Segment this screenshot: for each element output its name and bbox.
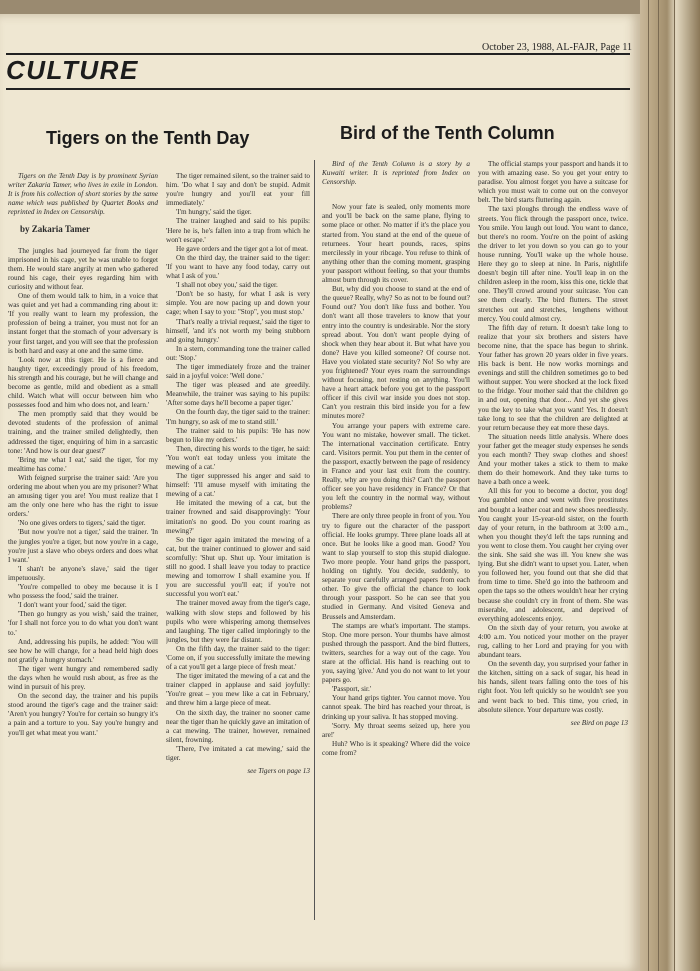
paragraph: 'Passport, sir.'	[332, 685, 372, 694]
paragraph: There are only three people in front of you. You try to figure out the character of the passport official. He looks grumpy. Three plane loads all at once. But he looks like a good man. Good? You want to slap yourself to stop this stupid dialogue. Two more people. Your hand grips the passport, holding on tightly. You decide, suddenly, to separate your carefully arranged papers from each other. To give the official the chance to look through your passport. So he can see that you studied in Germany. And visited Geneva and Brussels and Amsterdam.	[322, 512, 470, 621]
paragraph: On the sixth day, the trainer no sooner came near the tiger than he quickly gave an imitation of a cat mewing. The trainer, however, remained silent, frowning.	[166, 708, 310, 744]
paragraph: 'Bring me what I eat,' said the tiger, 'for my mealtime has come.'	[8, 455, 158, 473]
paragraph: With feigned surprise the trainer said: 'Are you ordering me about when you are my prisoner? What an amusing tiger you are! You must realize that I am the only one here who has the right to issue orders.'	[8, 473, 158, 519]
paragraph: The tiger remained silent, so the trainer said to him. 'Do what I say and don't be stupid. Admit you're hungry and you'll eat your fill immediately.'	[166, 172, 310, 208]
paragraph: On the sixth day of your return, you awoke at 4:00 a.m. You noticed your mother on the prayer rug, calling to her Lord and praying for you with abundant tears.	[478, 623, 628, 660]
paragraph: On the second day, the trainer and his pupils stood around the tiger's cage and the trainer said: 'Aren't you hungry? You're for certain so hungry it's a pain and a torture to you. Say you're hungry and you'll get what meat you want.'	[8, 692, 158, 737]
story2-headline: Bird of the Tenth Column	[340, 123, 555, 143]
paragraph: 'There, I've imitated a cat mewing,' said the tiger.	[166, 744, 310, 762]
paragraph: The tiger was pleased and ate greedily. Meanwhile, the trainer was saying to his pupils: 'After some days he'll become a paper tiger.'	[166, 381, 310, 408]
story2-column-1-body	[322, 203, 470, 758]
story1-column-1	[8, 172, 158, 932]
paragraph: 'I'm hungry,' said the tiger.	[176, 208, 252, 217]
paragraph: But, why did you choose to stand at the end of the queue? Really, why? So as not to be found out? Found out? You don't like fuss and bother. You don't want all those travelers to know that your entry into the country is undesirable. Nor the story spread about. You don't want people dying of shock when they hear about it. But what have you done? Have you killed someone? Of course not. Have you violated state security? No! So why are you frightened? Your eyes roam the surroundings without focusing, not resting on anything. You'll have a heart attack before you get to the passport officer if this civil war inside you does not stop. Can't you restrain this bird inside you for a few minutes more?	[322, 285, 470, 421]
binding-edge	[0, 0, 640, 14]
paragraph: The tiger went hungry and remembered sadly the days when he would rush about, as free as the wind in pursuit of his prey.	[8, 664, 158, 692]
paragraph: 'Look now at this tiger. He is a fierce and haughty tiger, exceedingly proud of his freedom, his strength and his courage, but he will change and become as gentle, mild and obedient as a small child. Watch what will occur between him who possesses food and him who does not, and learn.'	[8, 355, 158, 410]
paragraph: The trainer laughed and said to his pupils: 'Here he is, he's fallen into a trap from which he won't escape.'	[166, 217, 310, 244]
paragraph: 'Don't be so hasty, for what I ask is very simple. You are now pacing up and down your cage; when I say to you: "Stop", you must stop.'	[166, 290, 310, 317]
paragraph: 'I don't want your food,' said the tiger.	[18, 601, 127, 610]
story1-column-1-body	[8, 247, 158, 738]
paragraph: Then, directing his words to the tiger, he said: 'You won't eat today unless you imitate the mewing of a cat.'	[166, 444, 310, 471]
column-divider	[314, 160, 315, 920]
paragraph: You arrange your papers with extreme care. You want no mistake, however small. The ticket. The international vaccination certificate. Entry card. Visitors permit. You put them in the center of the passport, exactly between the page of residency in France and your last exit from the country. Really, why are you doing this? Can't the passport officer see you have residency in France? Or that you left the country in the normal way, without problems?	[322, 421, 470, 512]
story1-intro: Tigers on the Tenth Day is by prominent Syrian writer Zakaria Tamer, who lives in exile in London. It is from his collection of short stories by the same name which was published by Quartet Books and reprinted in Index on Censorship.	[8, 172, 158, 217]
story2-column-2	[478, 160, 628, 930]
book-spine	[640, 0, 700, 971]
paragraph: Now your fate is sealed, only moments more and you'll be back on the same plane, flying to some place or other. No matter if it's the place you started from. You stand at the end of the queue of returnees. Your heart pounds, races, spins mercilessly in your ribcage. You refuse to think of anything other than the coming moment, grasping your passport without feeling, so that your thumbs almost burn through its cover.	[322, 203, 470, 285]
paragraph: On the fourth day, the tiger said to the trainer: 'I'm hungry, so ask of me to stand still.'	[166, 408, 310, 426]
paragraph: One of them would talk to him, in a voice that was quiet and yet had a commanding ring about it: 'If you really want to learn my profession, the profession of being a trainer, you must not for an instant forget that the stomach of your adversary is your first target, and you will see that the profession is both hard and easy at one and the same time.	[8, 292, 158, 355]
paragraph: The men promptly said that they would be devoted students of the profession of animal training, and the trainer smiled delightedly, then addressed the tiger, enquiring of him in a sarcastic tone: 'And how is our dear guest?'	[8, 410, 158, 455]
paragraph: On the fifth day, the trainer said to the tiger: 'Come on, if you successfully imitate the mewing of a cat you'll get a large piece of fresh meat.'	[166, 644, 310, 672]
paragraph: On the third day, the trainer said to the tiger: 'If you want to have any food today, carry out what I ask of you.'	[166, 253, 310, 281]
story2-column-2-body	[478, 160, 628, 715]
story2-column-1	[322, 160, 470, 930]
paragraph: So the tiger again imitated the mewing of a cat, but the trainer continued to glower and said scornfully: 'Shut up. Shut up. Your imitation is still no good. I shall leave you today to practice mewing and tomorrow I shall examine you. If you are successful you'll eat; if you're not successful you won't eat.'	[166, 535, 310, 599]
paragraph: And, addressing his pupils, he added: 'You will see how he will change, for a head held high does not gratify a hungry stomach.'	[8, 637, 158, 664]
paragraph: He imitated the mewing of a cat, but the trainer frowned and said disapprovingly: 'Your imitation's no good. Do you count roaring as mewing?'	[166, 499, 310, 535]
date-line: October 23, 1988, AL-FAJR, Page 11	[482, 42, 632, 53]
paragraph: The tiger suppressed his anger and said to himself: 'I'll amuse myself with imitating the mewing of a cat.'	[166, 472, 310, 499]
header-rule-bottom	[6, 88, 630, 90]
paragraph: The official stamps your passport and hands it to you with amazing ease. So you get your entry to paradise. You almost forget you have a suitcase for which you must wait to come out on the conveyor belt. The bird starts fluttering again.	[478, 160, 628, 205]
paragraph: The fifth day of return. It doesn't take long to realize that your six brothers and sisters have become nine, that the space has begun to shrink. Your father has grown 20 years older in five years. His back is bent. He now works mornings and evenings and still the children sometimes go to bed without supper. You were shocked at the lock fixed to the fridge. Your mother said that the children go in and out, opening that door... And yet she gives you the key to take what you want! Yes. It doesn't take long to see that the children are delighted at your return because they eat more these days.	[478, 323, 628, 432]
paragraph: He gave orders and the tiger got a lot of meat.	[176, 244, 308, 253]
story1-continued: see Tigers on page 13	[247, 767, 310, 776]
paragraph: The trainer said to his pupils: 'He has now begun to like my orders.'	[166, 426, 310, 444]
paragraph: The stamps are what's important. The stamps. Stop. One more person. Your thumbs have almost pushed through the passport. And the bird flutters, twitters, searches for a way out of the cage. You stare at the official. His hand is reaching out to you, saying 'give.' And you do not want to let your papers go.	[322, 621, 470, 685]
section-title: CULTURE	[6, 55, 139, 85]
story1-byline: by Zakaria Tamer	[20, 224, 91, 235]
paragraph: On the seventh day, you surprised your father in the kitchen, sitting on a sack of sugar, his head in his hands, silent tears falling onto the toes of his right foot. You left quickly so he wouldn't see you and went back to bed. This time, you cried, in absolute silence. Your departure was costly.	[478, 660, 628, 714]
paragraph: All this for you to become a doctor, you dog! You gambled once and went with five prostitutes and bought a leather coat and new shoes needlessly. You caught your 15-year-old sister, on the fourth day of your return, in the bathroom at 3:00 a.m., when you thought they'd left the taps running and you went to close them. You caught her crying over the sink. She said she was ill. You knew she was lying. But she didn't want to upset you. Later, when you followed her, you found out that she did that from time to time. She'd go into the bathroom and open the taps so the others wouldn't hear her crying because she couldn't cry in front of them. She was miserable, and adolescent, and deprived of everything adolescents enjoy.	[478, 487, 628, 623]
paragraph: 'But now you're not a tiger,' said the trainer. 'In the jungles you're a tiger, but now you're in a cage, you're just a slave who obeys orders and does what I want.'	[8, 528, 158, 564]
story1-headline: Tigers on the Tenth Day	[46, 128, 250, 148]
paragraph: In a stern, commanding tone the trainer called out: 'Stop.'	[166, 344, 310, 362]
paragraph: 'Sorry. My throat seems seized up, here you are!'	[322, 721, 470, 739]
paragraph: The jungles had journeyed far from the tiger imprisoned in his cage, yet he was unable to forget them. He would stare angrily at men who gathered round his cage, their eyes regarding him with curiosity and without fear.	[8, 246, 158, 291]
paragraph: 'I shan't be anyone's slave,' said the tiger impetuously.	[8, 564, 158, 582]
paragraph: The trainer moved away from the tiger's cage, walking with slow steps and followed by his pupils who were whispering among themselves and laughing. The tiger called imploringly to the jungles, but they were far distant.	[166, 599, 310, 644]
story2-intro: Bird of the Tenth Column is a story by a Kuwaiti writer. It is reprinted from Index on Censorship.	[322, 160, 470, 187]
paragraph: The tiger imitated the mewing of a cat and the trainer clapped in applause and said joyfully: 'You're great – you mew like a cat in February,' and threw him a large piece of meat.	[166, 672, 310, 708]
paragraph: 'That's really a trivial request,' said the tiger to himself, 'and it's not worth my being stubborn and going hungry.'	[166, 317, 310, 344]
paragraph: The taxi ploughs through the endless wave of streets. You flick through the passport once, twice. You smile. You laugh out loud. You want to dance, but there's no room. You're on the point of asking the driver to let you down so you can go to your house running. You'll wake up the whole house. Here they go to sleep at nine. In Paris, nightlife doesn't begin till after nine. You'll leap in on the children asleep in the room, kiss this one, tickle that one. They'll crowd around your suitcase. You can see them clearly. The bird flutters. The street stretches out and stretches, lengthens without mercy. You could almost cry.	[478, 205, 628, 323]
paragraph: 'No one gives orders to tigers,' said the tiger.	[18, 519, 146, 528]
paragraph: Huh? Who is it speaking? Where did the voice come from?	[322, 739, 470, 757]
story1-column-2	[166, 172, 310, 932]
paragraph: 'Then go hungry as you wish,' said the trainer, 'for I shall not force you to do what you don't want to.'	[8, 610, 158, 637]
paragraph: The tiger immediately froze and the trainer said in a joyful voice: 'Well done.'	[166, 362, 310, 381]
paragraph: Your hand grips tighter. You cannot move. You cannot speak. The bird has reached your throat, is drinking up your saliva. It has stopped moving.	[322, 694, 470, 721]
story2-continued: see Bird on page 13	[570, 718, 628, 727]
paragraph: 'I shall not obey you,' said the tiger.	[176, 281, 278, 290]
paragraph: 'You're compelled to obey me because it is I who possess the food,' said the trainer.	[8, 583, 158, 601]
story1-column-2-body	[166, 172, 310, 763]
paragraph: The situation needs little analysis. Where does your father get the meager study expenses he sends you each month? They swap clothes and shoes! And your mother takes a stick to them to make them do their homework. And they take turns to have a bath once a week.	[478, 432, 628, 487]
